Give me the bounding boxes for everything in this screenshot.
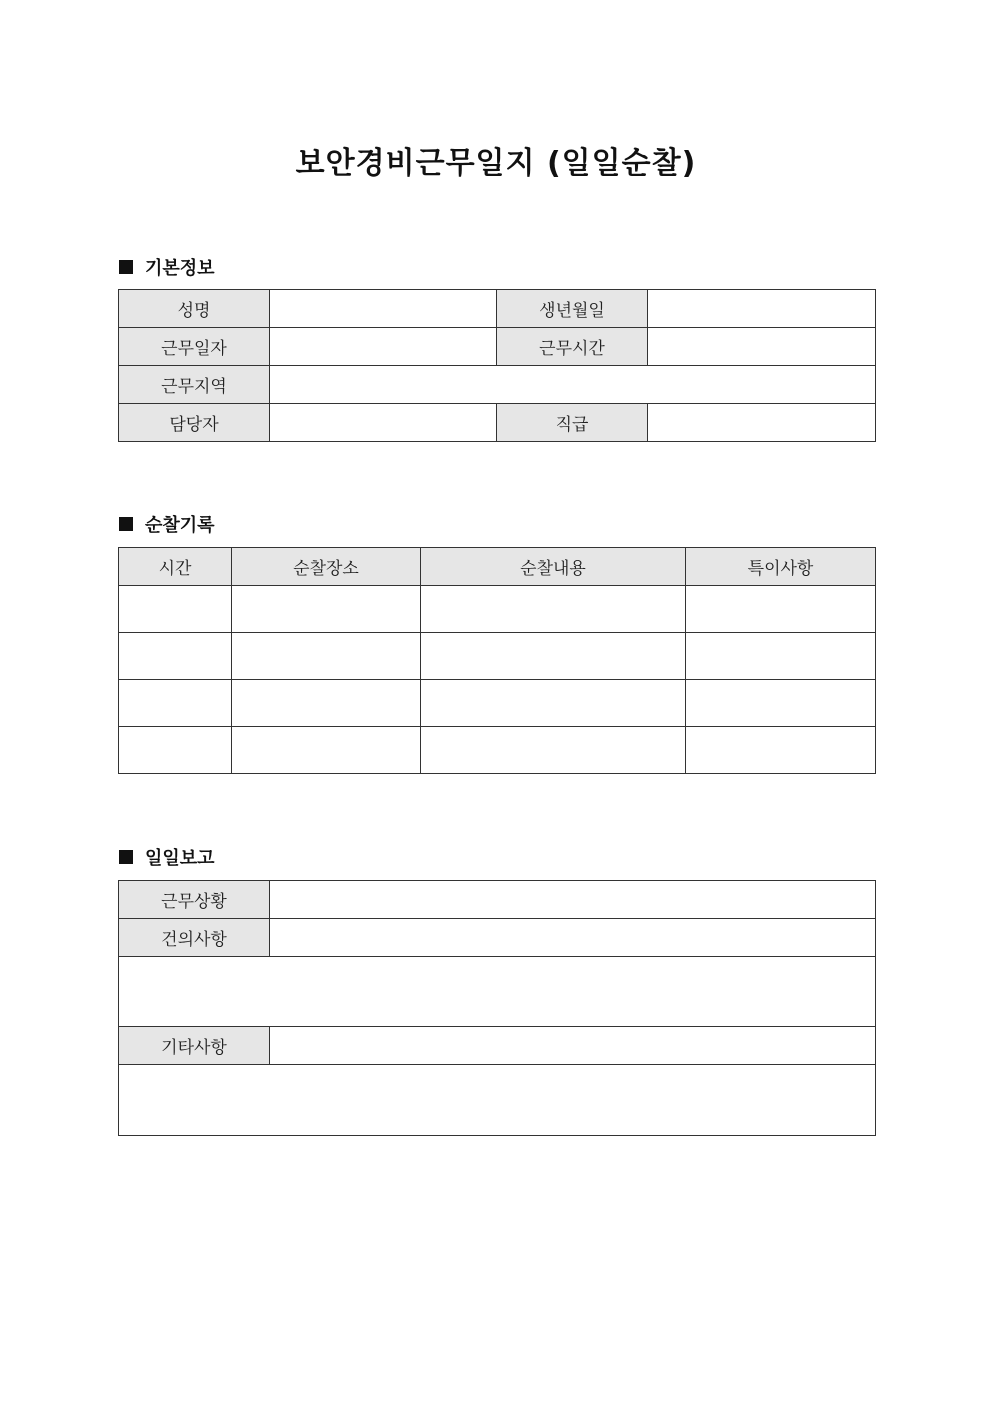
section-heading-patrol-log: [119, 511, 215, 537]
work-time-field[interactable]: [648, 328, 876, 366]
position-label: 직급: [497, 404, 648, 442]
table-row: [119, 290, 876, 328]
column-header-content: 순찰내용: [421, 548, 686, 586]
basic-info-table: [118, 289, 876, 442]
suggestions-label: 건의사항: [119, 919, 270, 957]
content-cell[interactable]: [421, 727, 686, 774]
others-label: 기타사항: [119, 1027, 270, 1065]
page-title: 보안경비근무일지 (일일순찰): [295, 146, 697, 181]
work-area-field[interactable]: [270, 366, 876, 404]
table-row: [119, 404, 876, 442]
time-cell[interactable]: [119, 586, 232, 633]
table-row: [119, 366, 876, 404]
daily-report-table: [118, 880, 876, 1136]
patrol-log-table: [118, 547, 876, 774]
section-heading-label: 순찰기록: [145, 515, 215, 536]
remarks-cell[interactable]: [686, 586, 876, 633]
content-cell[interactable]: [421, 633, 686, 680]
table-row: [119, 633, 876, 680]
table-row: [119, 586, 876, 633]
square-bullet-icon: [119, 850, 133, 864]
content-cell[interactable]: [421, 586, 686, 633]
manager-field[interactable]: [270, 404, 497, 442]
suggestions-field[interactable]: [270, 919, 876, 957]
table-row: [119, 727, 876, 774]
birthdate-label: 생년월일: [497, 290, 648, 328]
column-header-remarks: 특이사항: [686, 548, 876, 586]
time-cell[interactable]: [119, 633, 232, 680]
manager-label: 담당자: [119, 404, 270, 442]
position-field[interactable]: [648, 404, 876, 442]
time-cell[interactable]: [119, 727, 232, 774]
remarks-cell[interactable]: [686, 727, 876, 774]
section-heading-daily-report: [119, 844, 215, 870]
name-field[interactable]: [270, 290, 497, 328]
section-heading-label: 일일보고: [145, 848, 215, 869]
section-heading-label: 기본정보: [145, 258, 215, 279]
square-bullet-icon: [119, 260, 133, 274]
column-header-place: 순찰장소: [232, 548, 421, 586]
table-row: [119, 957, 876, 1027]
work-time-label: 근무시간: [497, 328, 648, 366]
time-cell[interactable]: [119, 680, 232, 727]
work-status-label: 근무상황: [119, 881, 270, 919]
remarks-cell[interactable]: [686, 680, 876, 727]
place-cell[interactable]: [232, 727, 421, 774]
table-row: [119, 1065, 876, 1136]
work-status-field[interactable]: [270, 881, 876, 919]
place-cell[interactable]: [232, 680, 421, 727]
birthdate-field[interactable]: [648, 290, 876, 328]
table-row: [119, 1027, 876, 1065]
table-row: [119, 680, 876, 727]
place-cell[interactable]: [232, 586, 421, 633]
remarks-cell[interactable]: [686, 633, 876, 680]
name-label: 성명: [119, 290, 270, 328]
place-cell[interactable]: [232, 633, 421, 680]
others-detail-field[interactable]: [119, 1065, 876, 1136]
square-bullet-icon: [119, 517, 133, 531]
table-row: [119, 881, 876, 919]
others-field[interactable]: [270, 1027, 876, 1065]
suggestions-detail-field[interactable]: [119, 957, 876, 1027]
column-header-time: 시간: [119, 548, 232, 586]
work-area-label: 근무지역: [119, 366, 270, 404]
work-date-label: 근무일자: [119, 328, 270, 366]
table-row: [119, 328, 876, 366]
content-cell[interactable]: [421, 680, 686, 727]
table-row: [119, 919, 876, 957]
work-date-field[interactable]: [270, 328, 497, 366]
section-heading-basic-info: [119, 254, 215, 280]
table-header-row: [119, 548, 876, 586]
